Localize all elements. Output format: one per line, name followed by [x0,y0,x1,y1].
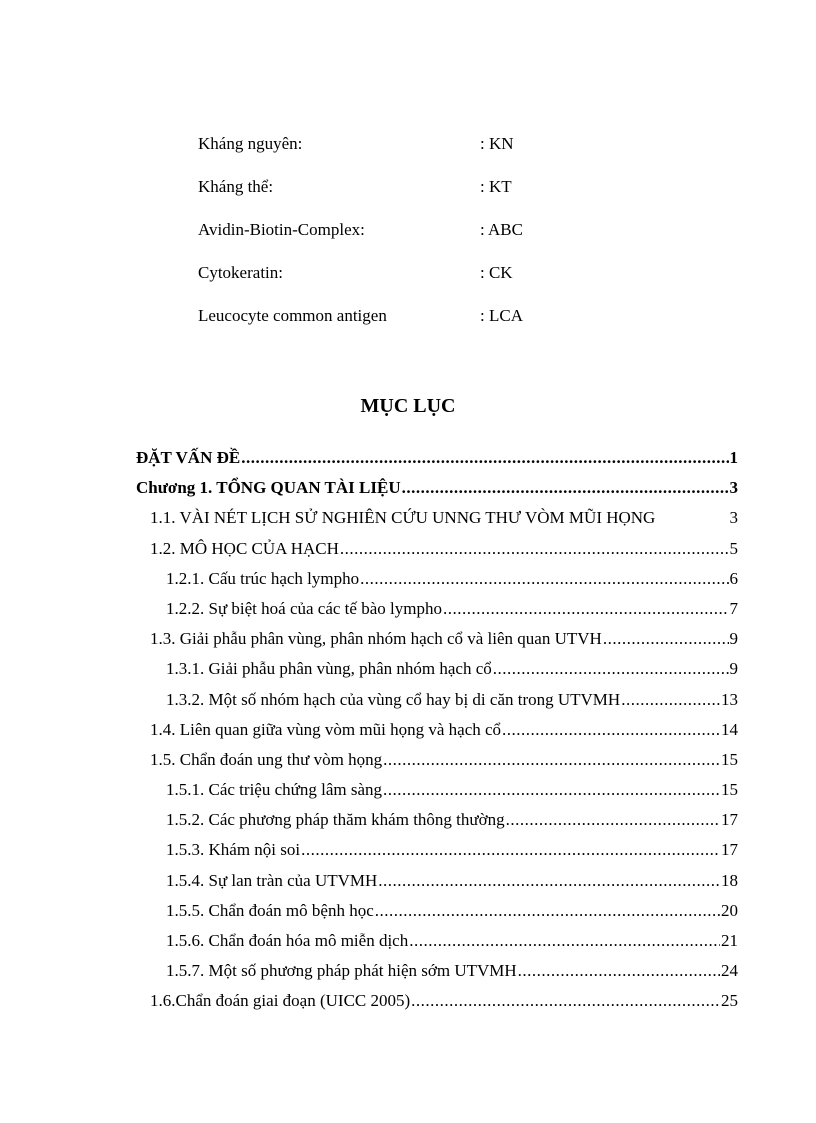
toc-page-number: 24 [721,961,738,981]
toc-entry-title: Chương 1. TỔNG QUAN TÀI LIỆU [136,478,401,498]
abbreviation-row [198,302,618,345]
abbreviation-code: : ABC [480,220,523,239]
toc-page-number: 3 [729,508,738,528]
toc-page-number: 25 [721,991,738,1011]
toc-entry-title: 1.5. Chẩn đoán ung thư vòm họng [150,749,383,769]
toc-entry[interactable] [136,746,738,776]
toc-entry-title: 1.5.6. Chẩn đoán hóa mô miễn dịch [166,931,409,950]
toc-entry-title: 1.3.1. Giải phẫu phân vùng, phân nhóm hạch cổ [166,659,492,679]
toc-dot-leader [402,474,729,502]
toc-page-number: 6 [729,568,738,588]
toc-dot-leader [603,625,729,653]
abbreviation-code: : CK [480,263,513,282]
toc-entry[interactable] [136,686,738,716]
toc-dot-leader [375,897,720,925]
abbreviation-row [198,259,618,302]
toc-dot-leader [409,927,720,955]
abbreviation-code: : KN [480,134,514,153]
toc-entry[interactable] [136,474,738,504]
toc-entry[interactable] [136,957,738,987]
toc-entry[interactable] [136,867,738,897]
toc-entry-title: 1.5.2. Các phương pháp thăm khám thông thường [166,810,505,830]
toc-dot-leader [493,655,729,683]
table-of-contents [136,444,738,1018]
toc-entry[interactable] [136,836,738,866]
toc-entry-title: 1.6.Chẩn đoán giai đoạn (UICC 2005) [150,991,411,1011]
toc-dot-leader [411,987,720,1015]
abbreviation-code: : LCA [480,306,523,325]
toc-entry[interactable] [136,806,738,836]
toc-page-number: 7 [729,598,738,618]
abbreviation-term: Cytokeratin: [198,263,283,282]
toc-dot-leader [518,957,720,985]
toc-entry-title: 1.5.3. Khám nội soi [166,840,301,860]
toc-entry[interactable] [136,655,738,685]
toc-entry-title: 1.5.1. Các triệu chứng lâm sàng [166,780,382,800]
toc-page-number: 3 [729,478,738,498]
abbreviation-term: Leucocyte common antigen [198,306,387,325]
toc-title: MỤC LỤC [360,395,456,417]
toc-entry[interactable] [136,444,738,474]
toc-entry[interactable] [136,504,738,534]
toc-page-number: 18 [721,870,738,890]
toc-dot-leader [241,444,728,472]
toc-dot-leader [383,746,720,774]
toc-dot-leader [502,716,720,744]
toc-entry[interactable] [136,565,738,595]
toc-page-number: 13 [721,689,738,709]
toc-entry[interactable] [136,897,738,927]
toc-entry[interactable] [136,716,738,746]
toc-entry-title: 1.5.7. Một số phương pháp phát hiện sớm UTVMH [166,961,517,981]
toc-page-number: 9 [729,629,738,649]
abbreviation-code: : KT [480,177,512,196]
toc-dot-leader [301,836,720,864]
toc-page-number: 5 [729,538,738,558]
toc-page-number: 17 [721,840,738,860]
toc-entry-title: 1.5.5. Chẩn đoán mô bệnh học [166,900,374,920]
toc-entry[interactable] [136,625,738,655]
toc-page-number: 15 [721,780,738,800]
toc-dot-leader [360,565,728,593]
abbreviation-row [198,173,618,216]
toc-dot-leader [340,535,729,563]
abbreviation-row [198,216,618,259]
toc-dot-leader [506,806,720,834]
toc-page-number: 17 [721,810,738,830]
abbreviation-term: Avidin-Biotin-Complex: [198,220,365,239]
toc-entry-title: 1.3.2. Một số nhóm hạch của vùng cổ hay bị di căn trong UTVMH [166,689,621,709]
toc-page-number: 9 [729,659,738,679]
abbreviation-term: Kháng nguyên: [198,134,303,153]
toc-page-number: 15 [721,749,738,769]
toc-entry[interactable] [136,927,738,957]
toc-entry-title: ĐẶT VẤN ĐỀ [136,448,241,467]
toc-page-number: 1 [729,448,738,467]
toc-page-number: 21 [721,931,738,950]
toc-entry-title: 1.2.2. Sự biệt hoá của các tế bào lympho [166,598,442,618]
toc-entry[interactable] [136,535,738,565]
toc-entry-title: 1.2. MÔ HỌC CỦA HẠCH [150,538,339,558]
toc-dot-leader [621,686,720,714]
toc-entry[interactable] [136,595,738,625]
toc-entry[interactable] [136,776,738,806]
toc-dot-leader [378,867,720,895]
abbreviation-row [198,130,618,173]
toc-entry-title: 1.4. Liên quan giữa vùng vòm mũi họng và hạch cổ [150,719,502,739]
toc-entry-title: 1.2.1. Cấu trúc hạch lympho [166,568,360,588]
toc-page-number: 20 [721,900,738,920]
abbreviation-term: Kháng thể: [198,177,274,196]
toc-page-number: 14 [721,719,738,739]
toc-entry-title: 1.1. VÀI NÉT LỊCH SỬ NGHIÊN CỨU UNNG THƯ VÒM MŨI HỌNG [150,508,656,528]
toc-dot-leader [383,776,720,804]
abbreviation-list [198,130,618,345]
toc-dot-leader [443,595,729,623]
toc-entry-title: 1.3. Giải phẫu phân vùng, phân nhóm hạch cổ và liên quan UTVH [150,629,602,649]
toc-entry-title: 1.5.4. Sự lan tràn của UTVMH [166,870,378,890]
toc-entry[interactable] [136,987,738,1017]
